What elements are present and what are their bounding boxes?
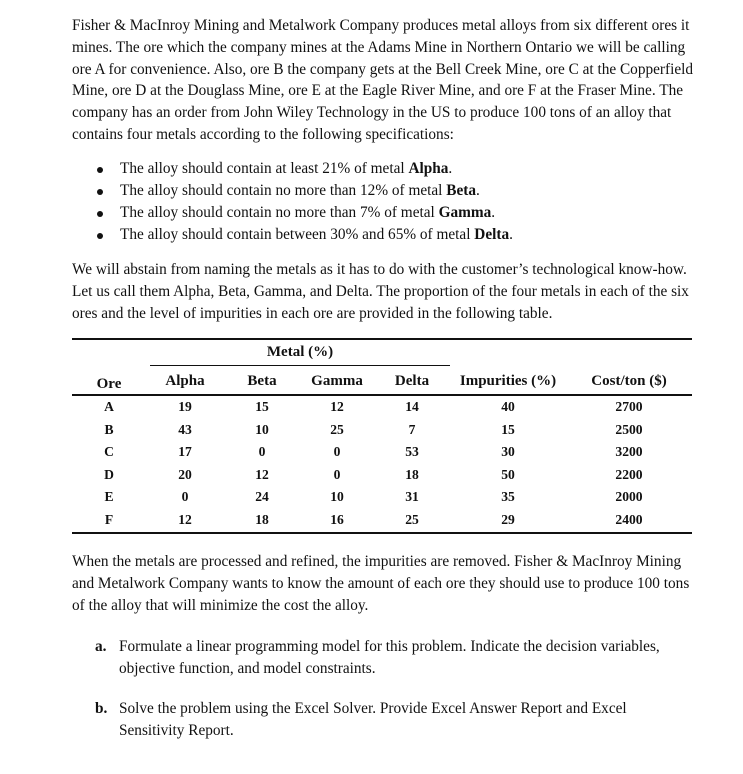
table-cell: 29 [501, 511, 515, 527]
table-cell: 0 [181, 489, 189, 504]
column-header-ore: Ore [96, 376, 122, 392]
table-cell: 0 [258, 444, 266, 459]
spec-end: . [491, 204, 496, 221]
refine-paragraph: When the metals are processed and refined, the impurities are removed. Fisher & MacInroy Mining and Metalwork Company wants to know the amount of each ore they should use to produce 100 tons of the alloy that will minimize the cost the alloy. [72, 553, 690, 614]
table-cell: 10 [330, 489, 344, 504]
table-top-rule [72, 338, 692, 340]
table-cell: 18 [405, 466, 419, 482]
spec-text: The alloy should contain between 30% and 65% of metal [120, 226, 475, 243]
header-rule [72, 394, 692, 396]
table-cell: 7 [408, 421, 416, 437]
question-a-row [95, 636, 693, 680]
spec-item-alpha [92, 158, 513, 180]
table-cell: 25 [405, 511, 419, 527]
spec-metal: Beta [446, 182, 477, 199]
alloy-specification-list [92, 158, 513, 246]
table-cell: 15 [255, 399, 269, 414]
spec-metal: Delta [474, 226, 510, 243]
column-header-alpha: Alpha [165, 373, 205, 389]
question-b-row [95, 698, 693, 742]
table-cell: 24 [255, 489, 269, 504]
spec-end: . [509, 226, 513, 243]
intro-paragraph: Fisher & MacInroy Mining and Metalwork Company produces metal alloys from six different ores it mines. The ore which the company mines at the Adams Mine in Northern Ontario we will be calling ore A for convenience. Also, ore B the company gets at the Bell Creek Mine, ore C at the Copperfield Mine, ore D at the Douglass Mine, ore E at the Eagle River Mine, and ore F at the Fraser Mine. The company has an order from John Wiley Technology in the US to produce 100 tons of an alloy that contains four metals according to the following specifications: [72, 17, 694, 143]
table-cell: 25 [330, 421, 344, 437]
metal-group-underline [150, 365, 450, 366]
table-cell: 12 [178, 511, 192, 527]
spec-item-gamma [92, 202, 513, 224]
spec-text: The alloy should contain no more than 12% of metal [120, 182, 447, 199]
table-cell: 2200 [615, 466, 643, 482]
table-cell: 43 [178, 421, 192, 437]
spec-end: . [448, 160, 453, 177]
table-cell: 0 [333, 466, 341, 482]
table-cell: 2400 [615, 511, 643, 527]
spec-item-beta [92, 180, 513, 202]
ore-label-cell: B [104, 421, 114, 437]
table-cell: 17 [178, 444, 192, 459]
table-cell: 53 [405, 444, 419, 459]
table-cell: 31 [405, 489, 419, 504]
spec-end: . [476, 182, 480, 199]
question-letter: b. [95, 700, 108, 717]
ore-composition-table [72, 338, 692, 534]
table-cell: 0 [333, 444, 341, 459]
table-cell: 30 [501, 444, 515, 459]
ore-label-cell: D [104, 466, 114, 482]
column-header-impurities: Impurities (%) [459, 373, 557, 389]
question-letter: a. [95, 638, 107, 655]
ore-label-cell: A [104, 399, 114, 414]
table-cell: 2000 [615, 489, 643, 504]
table-cell: 19 [178, 399, 192, 414]
question-text: Solve the problem using the Excel Solver. Provide Excel Answer Report and Excel Sensitivity Report. [119, 700, 627, 739]
spec-metal: Alpha [408, 160, 449, 177]
spec-item-delta [92, 224, 513, 246]
table-cell: 14 [405, 399, 419, 414]
column-header-beta: Beta [247, 373, 277, 389]
table-cell: 35 [501, 489, 515, 504]
ore-label-cell: C [104, 444, 114, 459]
column-header-delta: Delta [394, 373, 430, 389]
spec-text: The alloy should contain at least 21% of metal [120, 160, 409, 177]
table-cell: 2700 [615, 399, 643, 414]
table-cell: 20 [178, 466, 192, 482]
table-cell: 15 [501, 421, 515, 437]
table-cell: 16 [330, 511, 344, 527]
question-b [95, 698, 693, 742]
spec-metal: Gamma [438, 204, 492, 221]
abstain-paragraph: We will abstain from naming the metals as it has to do with the customer’s technological know-how. Let us call them Alpha, Beta, Gamma, and Delta. The proportion of the four metals in each of the six ores and the level of impurities in each ore are provided in the following table. [72, 261, 689, 322]
metal-group-header: Metal (%) [266, 344, 334, 360]
question-a [95, 636, 693, 680]
spec-text: The alloy should contain no more than 7% of metal [120, 204, 439, 221]
table-cell: 12 [330, 399, 344, 414]
table-cell: 2500 [615, 421, 643, 437]
table-cell: 3200 [615, 444, 643, 459]
table-cell: 50 [501, 466, 515, 482]
table-cell: 18 [255, 511, 269, 527]
table-cell: 40 [501, 399, 515, 414]
ore-label-cell: F [104, 511, 114, 527]
table-cell: 12 [255, 466, 269, 482]
table-cell: 10 [255, 421, 269, 437]
table-bottom-rule [72, 532, 692, 534]
column-header-cost: Cost/ton ($) [591, 373, 667, 389]
question-text: Formulate a linear programming model for this problem. Indicate the decision variables, objective function, and model constraints. [119, 638, 660, 677]
ore-label-cell: E [104, 489, 114, 504]
column-header-gamma: Gamma [311, 373, 363, 389]
